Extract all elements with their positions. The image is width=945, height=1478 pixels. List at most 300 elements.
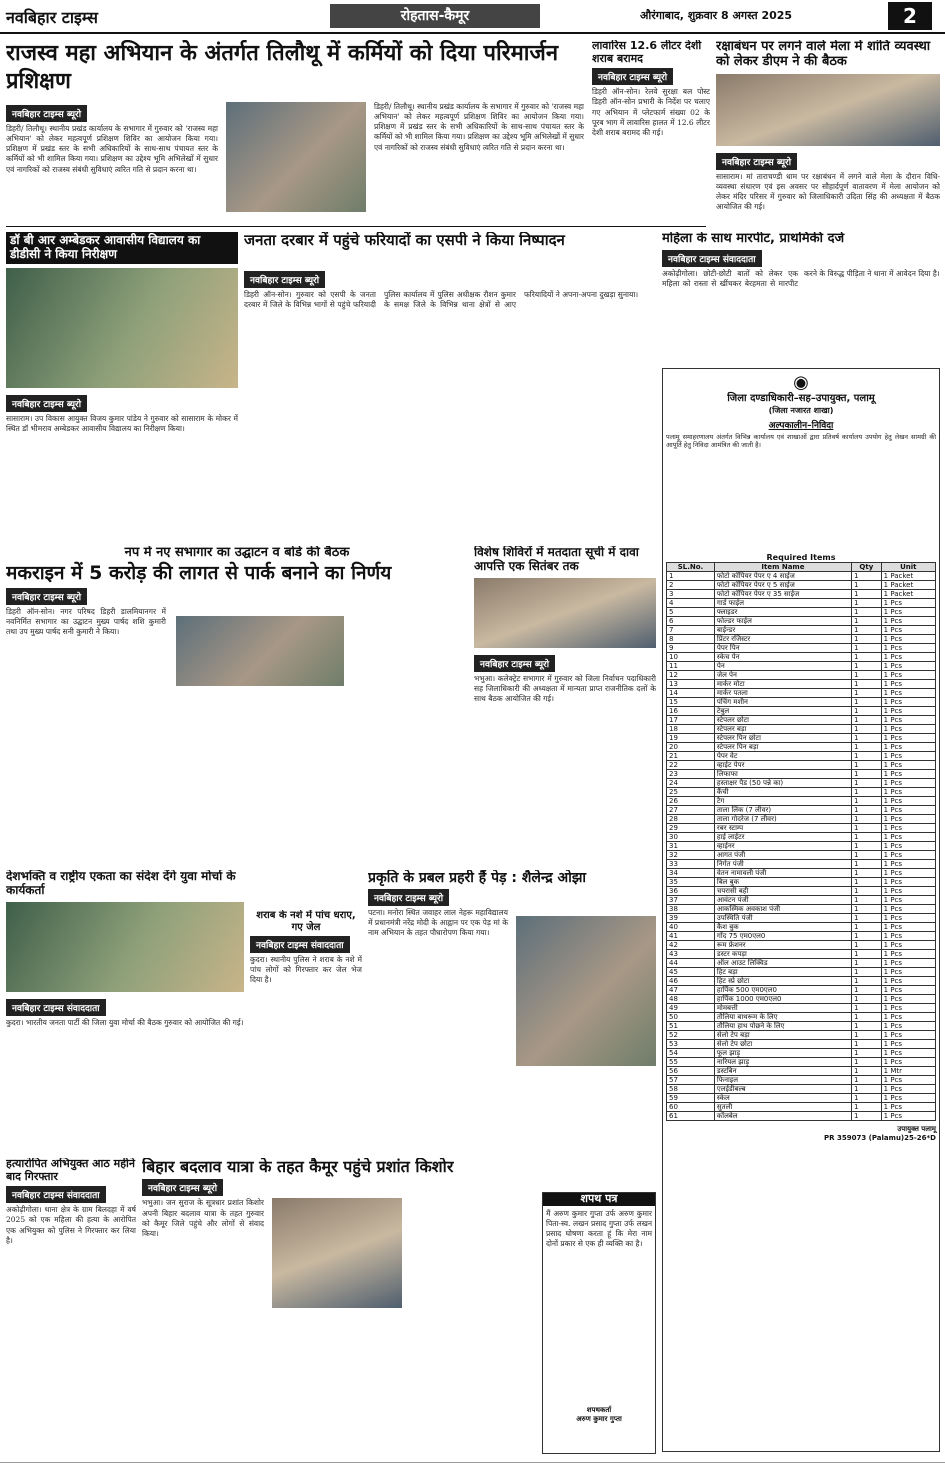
- table-row: [667, 580, 936, 589]
- table-cell: 31: [667, 841, 715, 850]
- table-cell: 1: [852, 976, 882, 985]
- table-cell: 1 Pcs: [881, 760, 935, 769]
- table-cell: 26: [667, 796, 715, 805]
- table-row: [667, 913, 936, 922]
- table-row: [667, 823, 936, 832]
- story-headline: शराब के नशे में पांच धराए, गए जेल: [256, 910, 356, 933]
- table-cell: 1 Pcs: [881, 751, 935, 760]
- lead-story: [6, 40, 586, 220]
- table-cell: स्टेपलर पिन बड़ा: [714, 742, 851, 751]
- table-cell: 7: [667, 625, 715, 634]
- table-cell: 1: [852, 877, 882, 886]
- table-row: [667, 1003, 936, 1012]
- tender-title: जिला दण्डाधिकारी–सह–उपायुक्त, पलामू: [727, 393, 875, 404]
- table-cell: डस्टबिन: [714, 1066, 851, 1075]
- table-row: [667, 886, 936, 895]
- table-cell: निर्गत पंजी: [714, 859, 851, 868]
- table-row: [667, 769, 936, 778]
- table-cell: स्टेपलर छोटा: [714, 715, 851, 724]
- table-cell: 1: [852, 589, 882, 598]
- story-assault: [662, 232, 940, 362]
- table-cell: फ्लाइडर: [714, 607, 851, 616]
- byline: नवबिहार टाइम्स संवाददाता: [250, 936, 350, 953]
- story-body: कुदरा। स्थानीय पुलिस ने शराब के नशे में पांच लोगों को गिरफ्तार कर जेल भेज दिया है।: [250, 955, 362, 985]
- table-cell: 1: [852, 787, 882, 796]
- table-row: [667, 778, 936, 787]
- table-cell: 6: [667, 616, 715, 625]
- table-cell: 1 Pcs: [881, 877, 935, 886]
- table-cell: 1 Pcs: [881, 598, 935, 607]
- table-cell: 1 Mtr: [881, 1066, 935, 1075]
- emblem-icon: ◉: [793, 372, 809, 393]
- story-body: अकोढ़ीगोला। थाना क्षेत्र के ग्राम बिलदहा में वर्ष 2025 को एक महिला की हत्या के आरोपित एक अभियुक्त को पुलिस ने गिरफ्तार कर लिया है।: [6, 1205, 136, 1245]
- table-cell: 19: [667, 733, 715, 742]
- table-cell: 1 Packet: [881, 571, 935, 580]
- table-cell: 45: [667, 967, 715, 976]
- table-cell: 1 Pcs: [881, 985, 935, 994]
- story-body: कुदरा। भारतीय जनता पार्टी की जिला युवा मोर्चा की बैठक गुरुवार को आयोजित की गई।: [6, 1017, 244, 1027]
- table-row: [667, 715, 936, 724]
- table-cell: आकस्मिक अवकाश पंजी: [714, 904, 851, 913]
- table-cell: 29: [667, 823, 715, 832]
- affidavit-sign-label: शपथकर्ता: [586, 1405, 612, 1414]
- table-cell: 1: [852, 643, 882, 652]
- story-park-decision: [6, 546, 468, 866]
- affidavit-text: मैं अरुण कुमार गुप्ता उर्फ अरुण कुमार पिता-स्व. लखन प्रसाद गुप्ता उर्फ लखन प्रसाद घोषणा करता हूं कि मेरा नाम दोनों प्रकार से एक ही व्यक्ति का है।: [546, 1208, 652, 1249]
- table-cell: 1: [852, 580, 882, 589]
- table-cell: 1: [852, 859, 882, 868]
- table-cell: 59: [667, 1093, 715, 1102]
- table-row: [667, 850, 936, 859]
- table-row: [667, 931, 936, 940]
- table-row: [667, 1057, 936, 1066]
- print-color-strip: [0, 1462, 945, 1478]
- byline: नवबिहार टाइम्स ब्यूरो: [142, 1179, 223, 1196]
- lead-headline: राजस्व महा अभियान के अंतर्गत तिलौथू में कर्मियों को दिया परिमार्जन प्रशिक्षण: [6, 41, 559, 94]
- table-cell: 56: [667, 1066, 715, 1075]
- table-cell: 1: [852, 1093, 882, 1102]
- table-cell: 49: [667, 1003, 715, 1012]
- table-cell: कैंची: [714, 787, 851, 796]
- table-cell: 1 Pcs: [881, 697, 935, 706]
- table-cell: 1 Pcs: [881, 1039, 935, 1048]
- meeting-photo: [6, 902, 244, 992]
- lead-body-continued: डिहरी/ तिलौथू। स्थानीय प्रखंड कार्यालय के सभागार में गुरुवार को 'राजस्व महा अभियान' को लेकर महत्वपूर्ण प्रशिक्षण शिविर का आयोजन किया गया। प्रशिक्षण में प्रखंड स्तर के सभी अधिकारियों के साथ-साथ पंचायत स्तर के कर्मियों को भी शामिल किया गया। प्रशिक्षण का उद्देश्य भूमि अभिलेखों में सुधार एवं नागरिकों को राजस्व संबंधी सुविधाएं त्वरित गति से प्रदान करना था।: [374, 102, 584, 152]
- table-row: [667, 796, 936, 805]
- table-row: [667, 832, 936, 841]
- table-cell: 1 Pcs: [881, 715, 935, 724]
- table-cell: 1: [852, 868, 882, 877]
- table-row: [667, 733, 936, 742]
- table-cell: सुतली: [714, 1102, 851, 1111]
- table-cell: 1: [852, 904, 882, 913]
- table-cell: 13: [667, 679, 715, 688]
- table-cell: 39: [667, 913, 715, 922]
- table-row: [667, 1075, 936, 1084]
- table-cell: पेपर वेट: [714, 751, 851, 760]
- divider: [6, 226, 706, 227]
- table-cell: 47: [667, 985, 715, 994]
- lead-body: डिहरी/ तिलौथू। स्थानीय प्रखंड कार्यालय के सभागार में गुरुवार को 'राजस्व महा अभियान' को लेकर महत्वपूर्ण प्रशिक्षण शिविर का आयोजन किया गया। प्रशिक्षण में प्रखंड स्तर के सभी अधिकारियों के साथ-साथ पंचायत स्तर के कर्मियों को भी शामिल किया गया। प्रशिक्षण का उद्देश्य भूमि अभिलेखों में सुधार एवं नागरिकों को राजस्व संबंधी सुविधाएं त्वरित गति से प्रदान करना था।: [6, 124, 218, 174]
- table-cell: 1 Packet: [881, 580, 935, 589]
- table-cell: फोटो कॉपियर पेपर ए 35 साईज: [714, 589, 851, 598]
- story-body: भभुआ। जन सुराज के सूत्रधार प्रशांत किशोर अपनी बिहार बदलाव यात्रा के तहत गुरुवार को कैमूर जिले पहुंचे और लोगों से संवाद किया।: [142, 1198, 264, 1238]
- table-cell: 8: [667, 634, 715, 643]
- table-cell: 1: [852, 922, 882, 931]
- table-row: [667, 670, 936, 679]
- table-cell: 1: [852, 994, 882, 1003]
- table-cell: 1 Pcs: [881, 976, 935, 985]
- table-cell: 1 Pcs: [881, 841, 935, 850]
- table-cell: 1 Pcs: [881, 940, 935, 949]
- table-cell: 1 Pcs: [881, 643, 935, 652]
- table-cell: 1: [852, 1039, 882, 1048]
- story-body: अकोढ़ीगोला। छोटी-छोटी बातों को लेकर एक महिला को रास्ता से खींचकर बेरहमता से मारपीट करने के विरुद्ध पीड़िता ने थाना में आवेदन दिया है।: [662, 268, 940, 289]
- table-cell: 61: [667, 1111, 715, 1120]
- story-body: डिहरी ऑन-सोन। नगर परिषद डिहरी डालमियानगर में नवनिर्मित सभागार का उद्घाटन मुख्य पार्षद शशि कुमारी तथा उप मुख्य पार्षद सनी कुमारी ने किया।: [6, 606, 166, 637]
- table-cell: 1 Pcs: [881, 949, 935, 958]
- table-row: [667, 940, 936, 949]
- table-row: [667, 724, 936, 733]
- table-row: [667, 895, 936, 904]
- byline: नवबिहार टाइम्स ब्यूरो: [474, 655, 555, 672]
- table-cell: गोंद 75 एम0एल0: [714, 931, 851, 940]
- masthead: [0, 0, 945, 34]
- table-cell: 35: [667, 877, 715, 886]
- table-cell: 1 Pcs: [881, 652, 935, 661]
- table-cell: वेतन नामावली पंजी: [714, 868, 851, 877]
- table-row: [667, 1048, 936, 1057]
- table-cell: कैश बुक: [714, 922, 851, 931]
- story-body: पटना। मनोरा स्थित जवाहर लाल नेहरू महाविद्यालय में प्रधानमंत्री नरेंद्र मोदी के आह्वान पर एक पेड़ मां के नाम अभियान के तहत पौधारोपण किया गया।: [368, 908, 508, 938]
- table-cell: 1 Pcs: [881, 1057, 935, 1066]
- table-cell: 1: [852, 949, 882, 958]
- side-story-liquor: [592, 40, 710, 220]
- table-cell: हाई लाईटर: [714, 832, 851, 841]
- table-cell: स्केच पेन: [714, 652, 851, 661]
- table-cell: रूम फ्रेशनर: [714, 940, 851, 949]
- table-cell: 41: [667, 931, 715, 940]
- tender-subtitle: (जिला नजारत शाखा): [768, 405, 834, 415]
- table-cell: आगत पंजी: [714, 850, 851, 859]
- story-body: डिहरी ऑन-सोन। गुरुवार को एसपी के जनता दरबार में जिले के विभिन्न भागों से पहुंचे फरियादी पुलिस कार्यालय में पुलिस अधीक्षक रौशन कुमार के समक्ष जिले के विभिन्न थाना क्षेत्रों से आए फरियादियों ने अपना-अपना दुखड़ा सुनाया।: [244, 290, 639, 310]
- table-cell: 1 Pcs: [881, 778, 935, 787]
- table-cell: 1 Pcs: [881, 823, 935, 832]
- byline: नवबिहार टाइम्स संवाददाता: [6, 1186, 106, 1203]
- table-row: [667, 958, 936, 967]
- table-cell: 1: [852, 913, 882, 922]
- story-headline: हत्यारोपित अभियुक्त आठ महीने बाद गिरफ्तार: [6, 1158, 136, 1183]
- table-cell: 15: [667, 697, 715, 706]
- table-row: [667, 571, 936, 580]
- table-cell: 42: [667, 940, 715, 949]
- table-row: [667, 634, 936, 643]
- story-voter-list: [474, 546, 656, 866]
- story-tree-plantation: [368, 870, 656, 1152]
- byline: नवबिहार टाइम्स ब्यूरो: [6, 395, 87, 412]
- rally-photo: [272, 1198, 402, 1308]
- table-cell: 1: [852, 652, 882, 661]
- table-row: [667, 841, 936, 850]
- table-cell: 28: [667, 814, 715, 823]
- table-cell: 1 Pcs: [881, 1084, 935, 1093]
- table-cell: फोटो कॉपियर पेपर ए 5 साईज: [714, 580, 851, 589]
- table-row: [667, 760, 936, 769]
- table-cell: 1: [852, 1003, 882, 1012]
- table-cell: 1: [852, 1021, 882, 1030]
- table-cell: 1 Pcs: [881, 994, 935, 1003]
- story-headline: देशभक्ति व राष्ट्रीय एकता का संदेश देंगे युवा मोर्चा के कार्यकर्ता: [6, 870, 236, 897]
- table-row: [667, 661, 936, 670]
- table-cell: 37: [667, 895, 715, 904]
- table-cell: 1: [852, 760, 882, 769]
- table-cell: 5: [667, 607, 715, 616]
- table-row: [667, 652, 936, 661]
- meeting-photo: [716, 74, 940, 146]
- table-cell: 1: [852, 697, 882, 706]
- lead-photo: [226, 102, 366, 212]
- kicker: नप में नए सभागार का उद्घाटन व बोर्ड की बैठक: [124, 546, 350, 560]
- table-header: Unit: [881, 562, 935, 571]
- table-row: [667, 697, 936, 706]
- table-row: [667, 1012, 936, 1021]
- table-cell: तौलिया बाथरूम के लिए: [714, 1012, 851, 1021]
- table-cell: पेन: [714, 661, 851, 670]
- table-cell: आवंटन पंजी: [714, 895, 851, 904]
- table-cell: 1: [852, 886, 882, 895]
- table-row: [667, 976, 936, 985]
- table-cell: 1: [852, 571, 882, 580]
- table-cell: 46: [667, 976, 715, 985]
- table-cell: 36: [667, 886, 715, 895]
- table-cell: 1 Pcs: [881, 661, 935, 670]
- table-row: [667, 1093, 936, 1102]
- table-row: [667, 1102, 936, 1111]
- table-cell: 1 Pcs: [881, 1003, 935, 1012]
- table-cell: 1: [852, 796, 882, 805]
- tender-signatory: उपायुक्त पलामू: [897, 1124, 936, 1133]
- table-cell: 1: [852, 616, 882, 625]
- table-cell: 1: [852, 823, 882, 832]
- table-cell: 1: [852, 1066, 882, 1075]
- table-cell: हार्पिक 500 एम0एल0: [714, 985, 851, 994]
- table-cell: 1 Pcs: [881, 607, 935, 616]
- table-cell: 1 Pcs: [881, 904, 935, 913]
- affidavit-name: अरुण कुमार गुप्ता: [576, 1414, 622, 1423]
- table-cell: 1: [852, 1012, 882, 1021]
- story-body: डिहरी ऑन-सोन। रेलवे सुरक्षा बल पोस्ट डिहरी ऑन-सोन प्रभारी के निर्देश पर चलाए गए अभियान में प्लेटफार्म संख्या 02 के पूरब भाग में लावारिस हालत में 12.6 लीटर देशी शराब बरामद की गई।: [592, 87, 710, 137]
- table-cell: 1 Packet: [881, 589, 935, 598]
- table-cell: 1: [852, 598, 882, 607]
- table-cell: 44: [667, 958, 715, 967]
- table-cell: 52: [667, 1030, 715, 1039]
- table-row: [667, 877, 936, 886]
- table-row: [667, 1066, 936, 1075]
- table-cell: 2: [667, 580, 715, 589]
- table-cell: टेबुल: [714, 706, 851, 715]
- table-cell: 1 Pcs: [881, 1111, 935, 1120]
- table-cell: 1: [852, 985, 882, 994]
- table-cell: 58: [667, 1084, 715, 1093]
- table-cell: नारियल झाड़ू: [714, 1057, 851, 1066]
- table-cell: 23: [667, 769, 715, 778]
- table-cell: 60: [667, 1102, 715, 1111]
- table-cell: फूल झाड़ू: [714, 1048, 851, 1057]
- tender-notice: [662, 368, 940, 1452]
- table-cell: 57: [667, 1075, 715, 1084]
- table-cell: 1 Pcs: [881, 1048, 935, 1057]
- table-cell: बिल बुक: [714, 877, 851, 886]
- story-ddc-inspection: [6, 232, 238, 542]
- table-cell: फोटो कॉपियर पेपर ए 4 साईज: [714, 571, 851, 580]
- table-cell: 1 Pcs: [881, 922, 935, 931]
- story-headline: लावारिस 12.6 लीटर देशी शराब बरामद: [592, 40, 702, 65]
- table-cell: 1 Pcs: [881, 850, 935, 859]
- school-photo: [6, 268, 238, 388]
- required-items-label: Required Items: [766, 552, 836, 562]
- story-body: भभुआ। कलेक्ट्रेट सभागार में गुरुवार को जिला निर्वाचन पदाधिकारी सह जिलाधिकारी की अध्यक्षता में मान्यता प्राप्त राजनीतिक दलों के साथ बैठक आयोजित की गई।: [474, 673, 656, 703]
- table-cell: 33: [667, 859, 715, 868]
- table-cell: व्हाईट पेपर: [714, 760, 851, 769]
- story-headline: जनता दरबार में पहुंचे फरियादों का एसपी ने किया निष्पादन: [244, 232, 565, 249]
- table-cell: 1: [852, 1048, 882, 1057]
- table-cell: 1 Pcs: [881, 1093, 935, 1102]
- table-cell: 1 Pcs: [881, 868, 935, 877]
- table-cell: उपस्थिति पंजी: [714, 913, 851, 922]
- table-cell: 1 Pcs: [881, 913, 935, 922]
- table-cell: मोमबत्ती: [714, 1003, 851, 1012]
- table-cell: 43: [667, 949, 715, 958]
- table-cell: 34: [667, 868, 715, 877]
- table-cell: बाईन्डर: [714, 625, 851, 634]
- byline: नवबिहार टाइम्स संवाददाता: [6, 999, 106, 1016]
- table-cell: मार्कर पतला: [714, 688, 851, 697]
- table-row: [667, 985, 936, 994]
- story-liquor-arrest: [250, 910, 362, 1152]
- table-cell: 1: [667, 571, 715, 580]
- table-cell: कॉलबेल: [714, 1111, 851, 1120]
- table-cell: 30: [667, 832, 715, 841]
- table-cell: 1 Pcs: [881, 787, 935, 796]
- story-headline: मकराइन में 5 करोड़ की लागत से पार्क बनाने का निर्णय: [6, 561, 392, 584]
- table-cell: स्केल: [714, 1093, 851, 1102]
- page-number: 2: [888, 2, 932, 30]
- table-row: [667, 589, 936, 598]
- byline: नवबिहार टाइम्स ब्यूरो: [244, 271, 325, 288]
- items-table: [666, 562, 936, 1121]
- table-cell: 51: [667, 1021, 715, 1030]
- table-cell: टैग: [714, 796, 851, 805]
- table-cell: 21: [667, 751, 715, 760]
- story-headline: रक्षाबंधन पर लगने वाले मेला में शांति व्यवस्था को लेकर डीएम ने की बैठक: [716, 40, 931, 69]
- table-cell: 22: [667, 760, 715, 769]
- table-cell: 3: [667, 589, 715, 598]
- table-cell: 1 Pcs: [881, 1030, 935, 1039]
- table-cell: 1: [852, 679, 882, 688]
- table-cell: 1 Pcs: [881, 859, 935, 868]
- table-cell: फिनाइल: [714, 1075, 851, 1084]
- table-row: [667, 922, 936, 931]
- table-row: [667, 1021, 936, 1030]
- table-row: [667, 607, 936, 616]
- table-cell: 1 Pcs: [881, 670, 935, 679]
- table-cell: 1: [852, 778, 882, 787]
- table-cell: 27: [667, 805, 715, 814]
- table-cell: गार्ड फाईल: [714, 598, 851, 607]
- table-cell: 1: [852, 940, 882, 949]
- table-row: [667, 967, 936, 976]
- table-row: [667, 616, 936, 625]
- table-cell: 1 Pcs: [881, 796, 935, 805]
- table-cell: 40: [667, 922, 715, 931]
- affidavit-title: शपथ पत्र: [543, 1193, 655, 1206]
- table-cell: 55: [667, 1057, 715, 1066]
- table-cell: 10: [667, 652, 715, 661]
- byline: नवबिहार टाइम्स ब्यूरो: [716, 153, 797, 170]
- table-cell: 1: [852, 742, 882, 751]
- table-cell: सेलो टेप बड़ा: [714, 1030, 851, 1039]
- table-cell: 1: [852, 832, 882, 841]
- table-cell: 1: [852, 1111, 882, 1120]
- tender-notice-label: अल्पकालीन–निविदा: [768, 420, 834, 431]
- story-prashant-kishor: [142, 1158, 536, 1458]
- table-cell: हस्ताक्षर पैड (50 पन्ने का): [714, 778, 851, 787]
- table-cell: 14: [667, 688, 715, 697]
- table-row: [667, 751, 936, 760]
- table-cell: 1: [852, 1102, 882, 1111]
- story-headline: प्रकृति के प्रबल प्रहरी हैं पेड़ : शैलेन्द्र ओझा: [368, 870, 587, 886]
- story-body: सासाराम। मां ताराचण्डी धाम पर रक्षाबंधन में लगने वाले मेला के दौरान विधि-व्यवस्था संधारण एवं इस अवसर पर सौहार्दपूर्ण वातावरण में मेला आयोजन को लेकर मंदिर परिसर में गुरुवार को जिलाधिकारी उदिता सिंह की अध्यक्षता में बैठक आयोजित की गई।: [716, 171, 940, 212]
- table-cell: लिफाफा: [714, 769, 851, 778]
- table-cell: 1 Pcs: [881, 1102, 935, 1111]
- table-cell: 1: [852, 850, 882, 859]
- table-cell: 18: [667, 724, 715, 733]
- table-cell: 1: [852, 769, 882, 778]
- table-cell: 1 Pcs: [881, 769, 935, 778]
- table-row: [667, 787, 936, 796]
- table-cell: 1 Pcs: [881, 805, 935, 814]
- table-cell: 1: [852, 607, 882, 616]
- table-cell: 1: [852, 967, 882, 976]
- table-cell: 1: [852, 688, 882, 697]
- table-cell: 1: [852, 751, 882, 760]
- table-row: [667, 625, 936, 634]
- table-cell: एलईडीबल्ब: [714, 1084, 851, 1093]
- table-cell: 16: [667, 706, 715, 715]
- table-cell: डस्टर कपड़ा: [714, 949, 851, 958]
- table-row: [667, 1030, 936, 1039]
- byline: नवबिहार टाइम्स संवाददाता: [662, 250, 762, 267]
- table-row: [667, 1039, 936, 1048]
- table-cell: 32: [667, 850, 715, 859]
- story-headline: विशेष शिविरों में मतदाता सूची में दावा आपत्ति एक सितंबर तक: [474, 546, 639, 573]
- story-headline: डॉ बी आर अम्बेडकर आवासीय विद्यालय का डीडीसी ने किया निरीक्षण: [6, 232, 238, 264]
- table-cell: स्टेपलर पिन छोटा: [714, 733, 851, 742]
- table-cell: 24: [667, 778, 715, 787]
- table-cell: हिट बड़ा: [714, 967, 851, 976]
- table-cell: 1 Pcs: [881, 895, 935, 904]
- table-cell: फोल्डर फाईल: [714, 616, 851, 625]
- table-cell: 1: [852, 733, 882, 742]
- table-cell: 1: [852, 814, 882, 823]
- table-cell: 1 Pcs: [881, 1012, 935, 1021]
- table-cell: स्टेपलर बड़ा: [714, 724, 851, 733]
- table-cell: 1: [852, 958, 882, 967]
- table-row: [667, 994, 936, 1003]
- table-cell: 1 Pcs: [881, 625, 935, 634]
- table-cell: ताला गोदरेज (7 लीवर): [714, 814, 851, 823]
- table-row: [667, 742, 936, 751]
